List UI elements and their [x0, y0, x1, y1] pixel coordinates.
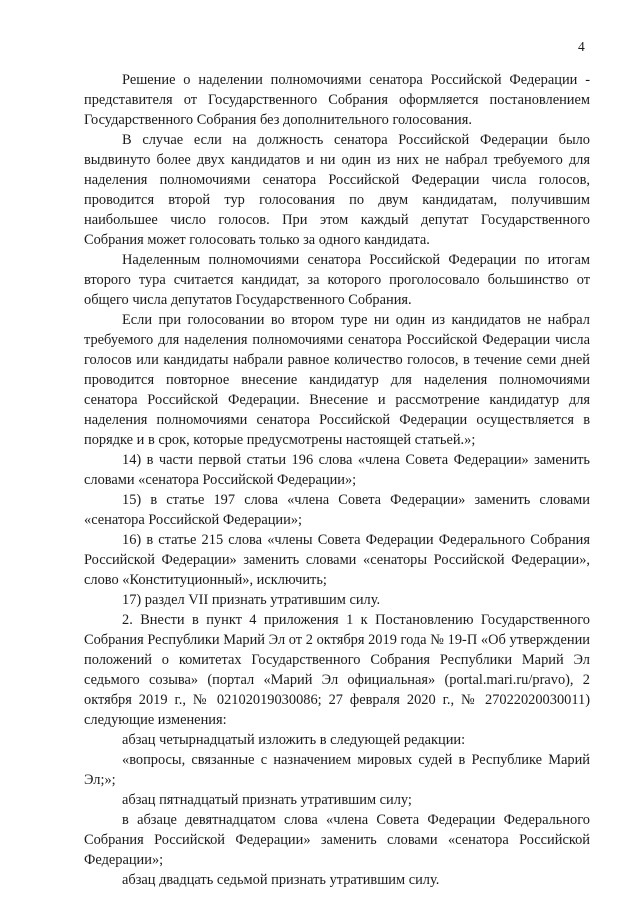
paragraph-14: абзац двадцать седьмой признать утратившим силу. — [122, 872, 440, 888]
paragraph-4: Если при голосовании во втором туре ни один из кандидатов не набрал требуемого для наделения полномочиями сенатора Российской Федерации числа голосов или кандидаты набрали равное количество голосов, в течение семи дней проводится повторное внесение кандидатур для наделения полномочиями сенатора Российской Федерации. Внесение и рассмотрение кандидатур для наделения полномочиями сенатора Российской Федерации осуществляется в порядке и в срок, которые предусмотрены настоящей статьей.»; — [84, 312, 590, 448]
document-body — [84, 70, 590, 890]
paragraph-5: 14) в части первой статьи 196 слова «члена Совета Федерации» заменить словами «сенатора Российской Федерации»; — [84, 452, 590, 488]
paragraph-1: Решение о наделении полномочиями сенатора Российской Федерации - представителя от Государственного Собрания оформляется постановлением Государственного Собрания без дополнительного голосования. — [84, 72, 590, 128]
paragraph-9: 2. Внести в пункт 4 приложения 1 к Постановлению Государственного Собрания Республики Марий Эл от 2 октября 2019 года № 19-П «Об утверждении положений о комитетах Государственного Собрания Республики Марий Эл седьмого созыва» (портал «Марий Эл официальная» (portal.mari.ru/pravo), 2 октября 2019 г., № 02102019030086; 27 февраля 2020 г., № 27022020030011) следующие изменения: — [84, 612, 590, 728]
paragraph-8: 17) раздел VII признать утратившим силу. — [122, 592, 381, 608]
paragraph-3: Наделенным полномочиями сенатора Российской Федерации по итогам второго тура считается кандидат, за которого проголосовало большинство от общего числа депутатов Государственного Собрания. — [84, 252, 590, 308]
paragraph-11: «вопросы, связанные с назначением мировых судей в Республике Марий Эл;»; — [84, 752, 590, 788]
paragraph-13: в абзаце девятнадцатом слова «члена Совета Федерации Федерального Собрания Российской Федерации» заменить словами «сенатора Российской Федерации»; — [84, 812, 590, 868]
paragraph-7: 16) в статье 215 слова «члены Совета Федерации Федерального Собрания Российской Федерации» заменить словами «сенаторы Российской Федерации», слово «Конституционный», исключить; — [84, 532, 590, 588]
paragraph-10: абзац четырнадцатый изложить в следующей редакции: — [122, 732, 466, 748]
paragraph-12: абзац пятнадцатый признать утратившим силу; — [122, 792, 412, 808]
page-number: 4 — [578, 39, 585, 54]
paragraph-2: В случае если на должность сенатора Российской Федерации было выдвинуто более двух кандидатов и ни один из них не набрал требуемого для наделения полномочиями сенатора Российской Федерации числа голосов, проводится второй тур голосования по двум кандидатам, получившим наибольшее число голосов. При этом каждый депутат Государственного Собрания может голосовать только за одного кандидата. — [84, 132, 590, 248]
paragraph-6: 15) в статье 197 слова «члена Совета Федерации» заменить словами «сенатора Российской Федерации»; — [84, 492, 590, 528]
